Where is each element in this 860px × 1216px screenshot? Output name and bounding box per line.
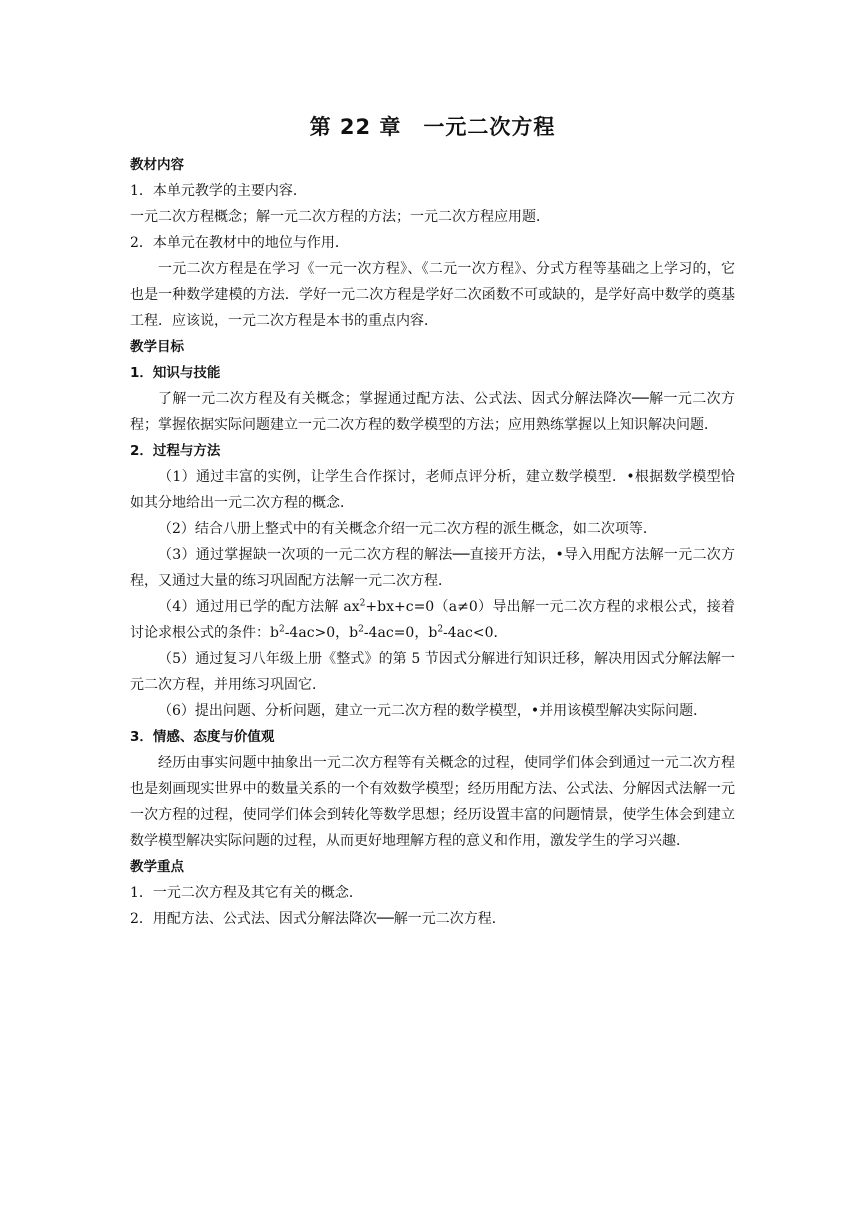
- materials-heading: 教材内容: [130, 157, 184, 173]
- goal-2-point-5: （5）通过复习八年级上册《整式》的第 5 节因式分解进行知识迁移，解决用因式分解法解一元二次方程，并用练习巩固它．: [130, 651, 735, 693]
- formula-sup-2: 2: [278, 624, 285, 635]
- goal-3-body: 经历由事实问题中抽象出一元二次方程等有关概念的过程，使同学们体会到通过一元二次方程也是刻画现实世界中的数量关系的一个有效数学模型；经历用配方法、公式法、分解因式法解一元一次方程的过程，使同学们体会到转化等数学思想；经历设置丰富的问题情景，使学生体会到建立数学模型解决实际问题的过程，从而更好地理解方程的意义和作用，激发学生的学习兴趣．: [130, 755, 735, 849]
- goal-2-point-6: （6）提出问题、分析问题，建立一元二次方程的数学模型，•并用该模型解决实际问题．: [158, 703, 708, 719]
- goal-1-title: 1．知识与技能: [130, 365, 221, 381]
- goal-2-point-2: （2）结合八册上整式中的有关概念介绍一元二次方程的派生概念，如二次项等．: [158, 521, 657, 537]
- materials-item-1-title: 1．本单元教学的主要内容．: [130, 183, 307, 199]
- goal-3-title: 3．情感、态度与价值观: [130, 729, 275, 745]
- goal-2-title: 2．过程与方法: [130, 443, 221, 459]
- formula-sup-1: 2: [359, 598, 366, 609]
- page-title: [130, 110, 735, 144]
- formula-sup-4: 2: [437, 624, 444, 635]
- key-point-1: 1．一元二次方程及其它有关的概念．: [130, 885, 363, 901]
- goal-2-point-1: （1）通过丰富的实例，让学生合作探讨，老师点评分析，建立数学模型．•根据数学模型恰如其分地给出一元二次方程的概念．: [130, 469, 735, 511]
- chapter-name: 一元二次方程: [423, 115, 556, 139]
- formula-sup-3: 2: [358, 624, 364, 635]
- key-point-2: 2．用配方法、公式法、因式分解法降次──解一元二次方程．: [130, 911, 506, 927]
- goal-2-point-4: [130, 594, 735, 646]
- materials-item-1-body: 一元二次方程概念；解一元二次方程的方法；一元二次方程应用题．: [130, 209, 550, 225]
- formula-text-e: -4ac<0．: [443, 625, 508, 641]
- goals-heading: 教学目标: [130, 339, 184, 355]
- goal-2-point-3: （3）通过掌握缺一次项的一元二次方程的解法──直接开方法，•导入用配方法解一元二次方程，又通过大量的练习巩固配方法解一元二次方程．: [130, 547, 735, 589]
- chapter-number: 第 22 章: [309, 115, 402, 139]
- formula-text-c: -4ac>0，b: [284, 625, 359, 641]
- materials-item-2-body: 一元二次方程是在学习《一元一次方程》、《二元一次方程》、分式方程等基础之上学习的，它也是一种数学建模的方法．学好一元二次方程是学好二次函数不可或缺的，是学好高中数学的奠基工程．应该说，一元二次方程是本书的重点内容．: [130, 261, 735, 329]
- formula-text-d: -4ac=0，b: [363, 625, 438, 641]
- materials-item-2-title: 2．本单元在教材中的地位与作用．: [130, 235, 349, 251]
- key-points-heading: 教学重点: [130, 859, 184, 875]
- goal-1-body: 了解一元二次方程及有关概念；掌握通过配方法、公式法、因式分解法降次──解一元二次方程；掌握依据实际问题建立一元二次方程的数学模型的方法；应用熟练掌握以上知识解决问题．: [130, 391, 735, 433]
- document-page: [130, 110, 735, 932]
- formula-text-b: +bx+c=0（a≠0）导出解一元二次方程的求根公式，接着讨论求根公式的条件：b: [130, 599, 735, 641]
- formula-text-a: （4）通过用已学的配方法解 ax: [158, 599, 360, 615]
